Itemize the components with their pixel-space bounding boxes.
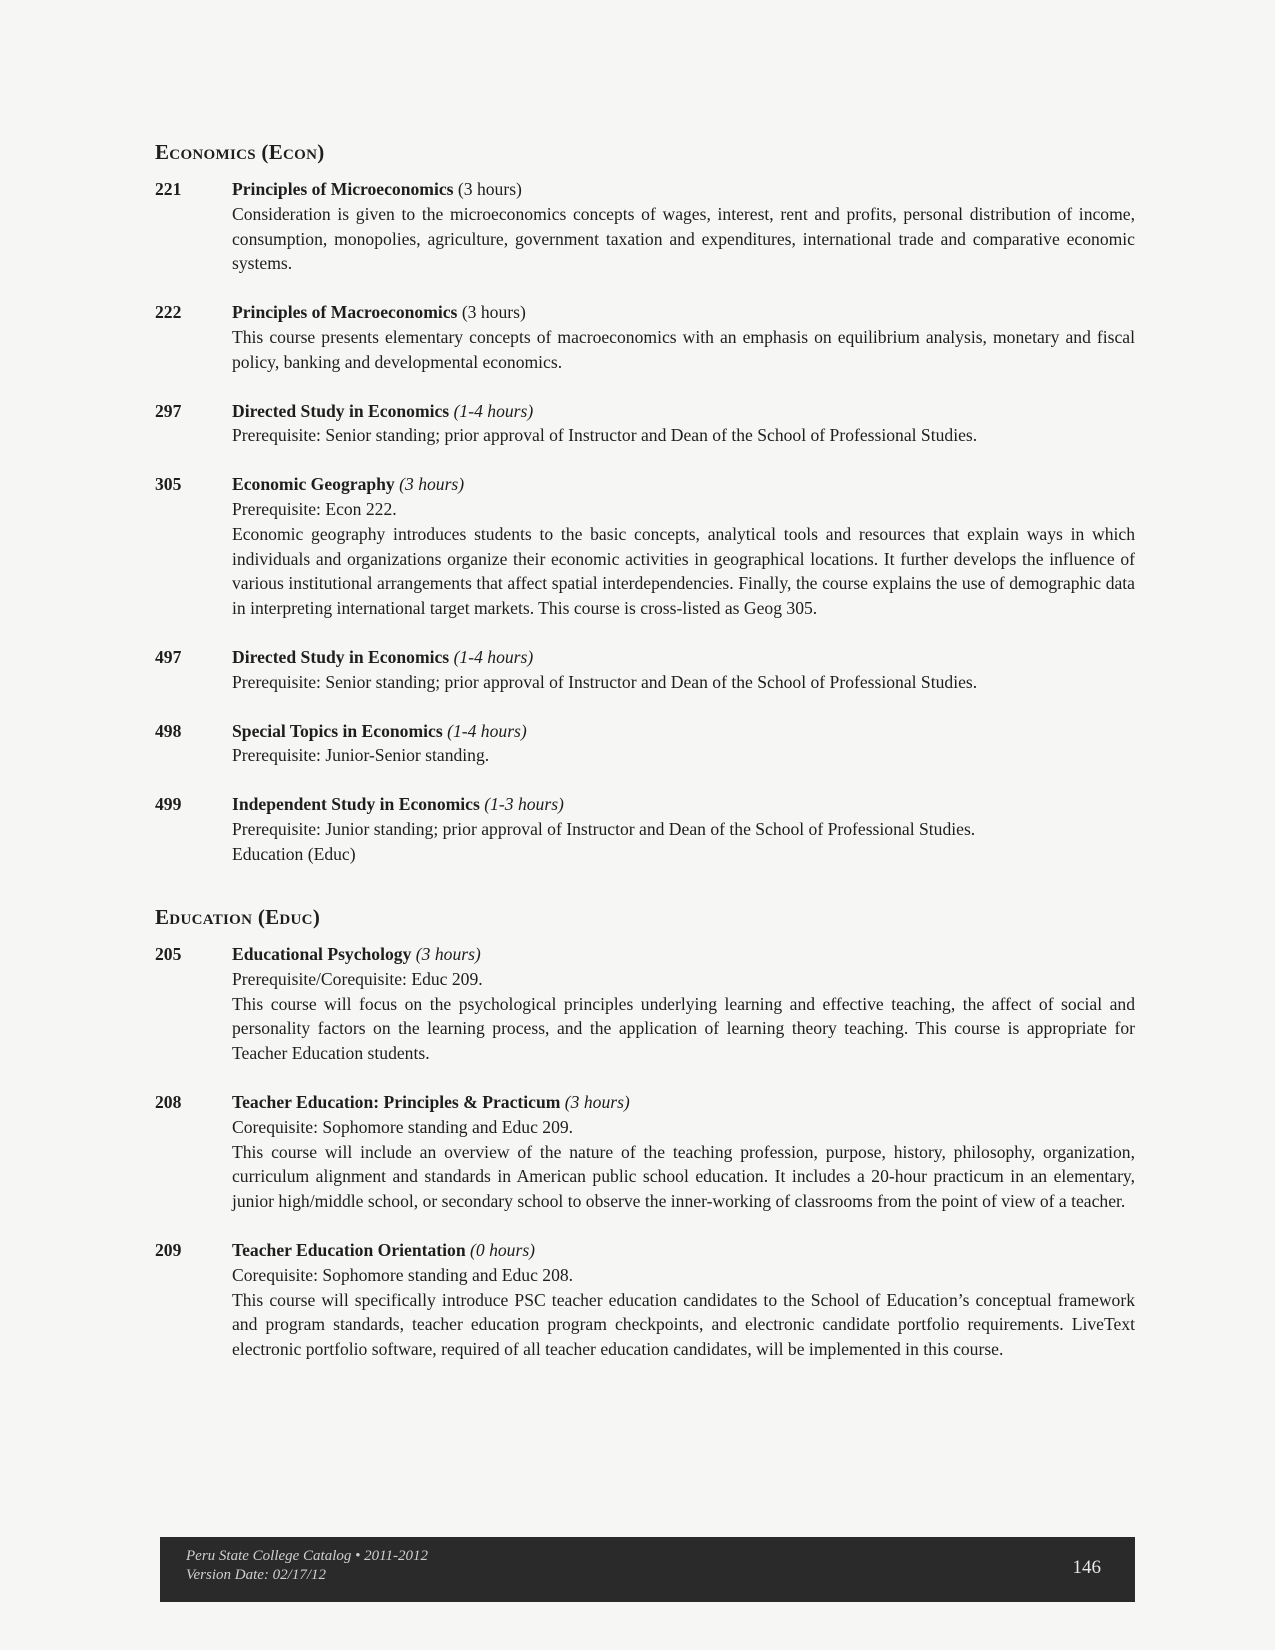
course-number: 208	[155, 1091, 182, 1112]
course-entry	[155, 1090, 1135, 1214]
course-body	[232, 300, 1135, 374]
course-heading	[232, 719, 1135, 744]
course-description: Prerequisite: Senior standing; prior approval of Instructor and Dean of the School of Professional Studies.	[232, 425, 978, 446]
course-description: Prerequisite: Junior standing; prior approval of Instructor and Dean of the School of Professional Studies.	[232, 818, 976, 839]
course-title: Directed Study in Economics	[232, 646, 450, 667]
course-number: 297	[155, 400, 182, 421]
course-body	[232, 792, 1135, 866]
course-title: Directed Study in Economics	[232, 400, 450, 421]
course-number: 497	[155, 646, 182, 667]
course-title: Principles of Microeconomics	[232, 179, 454, 199]
course-hours: (0 hours)	[470, 1239, 536, 1260]
course-description: Prerequisite/Corequisite: Educ 209.	[232, 968, 483, 989]
course-description: This course will specifically introduce PSC teacher education candidates to the School of Education’s conceptual framework and program standards, teacher education program checkpoints, and electronic candidate portfolio requirements. LiveText electronic portfolio software, required of all teacher education candidates, will be implemented in this course.	[232, 1289, 1135, 1360]
course-heading	[232, 399, 1135, 424]
footer-catalog-title: Peru State College Catalog • 2011-2012	[186, 1548, 429, 1564]
course-number: 221	[155, 179, 182, 199]
course-number: 305	[155, 474, 182, 495]
course-heading	[232, 1090, 1135, 1115]
course-entry	[155, 719, 1135, 769]
course-hours: (1-4 hours)	[453, 400, 534, 421]
course-description: Prerequisite: Senior standing; prior approval of Instructor and Dean of the School of Professional Studies.	[232, 671, 978, 692]
course-heading	[232, 472, 1135, 497]
course-hours: (3 hours)	[399, 474, 465, 495]
course-body	[232, 645, 1135, 695]
course-description: Consideration is given to the microeconomics concepts of wages, interest, rent and profits, personal distribution of income, consumption, monopolies, agriculture, government taxation and expenditures, international trade and comparative economic systems.	[232, 203, 1135, 274]
course-description: Prerequisite: Junior-Senior standing.	[232, 745, 490, 766]
course-title: Economic Geography	[232, 474, 395, 495]
course-number: 499	[155, 794, 182, 815]
page-number: 146	[1072, 1557, 1101, 1578]
course-body	[232, 177, 1135, 276]
course-heading	[232, 300, 1135, 325]
course-body	[232, 1090, 1135, 1214]
course-hours: (3 hours)	[415, 944, 481, 964]
section-economics	[155, 140, 1135, 891]
course-description: Economic geography introduces students to the basic concepts, analytical tools and resources that explain ways in which individuals and organizations organize their economic activities in geographical locations. It further develops the influence of various institutional arrangements that affect spatial interdependencies. Finally, the course explains the use of demographic data in interpreting international target markets. This course is cross-listed as Geog 305.	[232, 523, 1135, 619]
course-hours: (3 hours)	[564, 1091, 630, 1112]
course-description: This course presents elementary concepts of macroeconomics with an emphasis on equilibrium analysis, monetary and fiscal policy, banking and developmental economics.	[232, 326, 1135, 372]
course-description: Corequisite: Sophomore standing and Educ 209.	[232, 1116, 574, 1137]
course-body	[232, 942, 1135, 1066]
course-hours: (1-3 hours)	[484, 794, 564, 815]
section-title: Economics (Econ)	[155, 140, 325, 164]
course-number: 222	[155, 302, 182, 323]
course-hours: (1-4 hours)	[453, 646, 534, 667]
course-hours: (1-4 hours)	[447, 720, 527, 741]
section-title: Education (Educ)	[155, 905, 321, 929]
course-title: Independent Study in Economics	[232, 794, 480, 815]
course-body	[232, 719, 1135, 769]
course-description: This course will include an overview of the nature of the teaching profession, purpose, history, philosophy, organization, curriculum alignment and standards in American public school education. It includes a 20-hour practicum in an elementary, junior high/middle school, or secondary school to observe the inner-working of classrooms from the point of view of a teacher.	[232, 1141, 1135, 1212]
course-number: 498	[155, 720, 182, 741]
course-entry	[155, 645, 1135, 695]
course-number: 205	[155, 944, 182, 964]
course-title: Special Topics in Economics	[232, 720, 443, 741]
course-heading	[232, 177, 1135, 202]
course-description: Education (Educ)	[232, 843, 356, 864]
course-title: Principles of Macroeconomics	[232, 302, 458, 323]
course-description: Prerequisite: Econ 222.	[232, 498, 397, 519]
course-entry	[155, 300, 1135, 374]
course-heading	[232, 645, 1135, 670]
course-entry	[155, 472, 1135, 621]
course-heading	[232, 792, 1135, 817]
course-number: 209	[155, 1239, 182, 1260]
course-description: This course will focus on the psychological principles underlying learning and effective teaching, the affect of social and personality factors on the learning process, and the application of learning theory teaching. This course is appropriate for Teacher Education students.	[232, 993, 1135, 1064]
footer-catalog-info	[186, 1547, 428, 1585]
course-heading	[232, 1238, 1135, 1263]
course-body	[232, 1238, 1135, 1362]
course-hours: (3 hours)	[457, 179, 522, 199]
course-body	[232, 472, 1135, 621]
course-entry	[155, 177, 1135, 276]
course-entry	[155, 1238, 1135, 1362]
course-entry	[155, 792, 1135, 866]
course-hours: (3 hours)	[461, 302, 526, 323]
section-education	[155, 905, 1135, 1386]
course-entry	[155, 399, 1135, 449]
footer-version-date: Version Date: 02/17/12	[186, 1567, 326, 1583]
course-title: Teacher Education Orientation	[232, 1239, 466, 1260]
page-footer	[160, 1537, 1135, 1602]
course-description: Corequisite: Sophomore standing and Educ 208.	[232, 1264, 574, 1285]
course-body	[232, 399, 1135, 449]
course-title: Educational Psychology	[232, 944, 412, 964]
course-title: Teacher Education: Principles & Practicum	[232, 1091, 561, 1112]
course-entry	[155, 942, 1135, 1066]
course-heading	[232, 942, 1135, 967]
